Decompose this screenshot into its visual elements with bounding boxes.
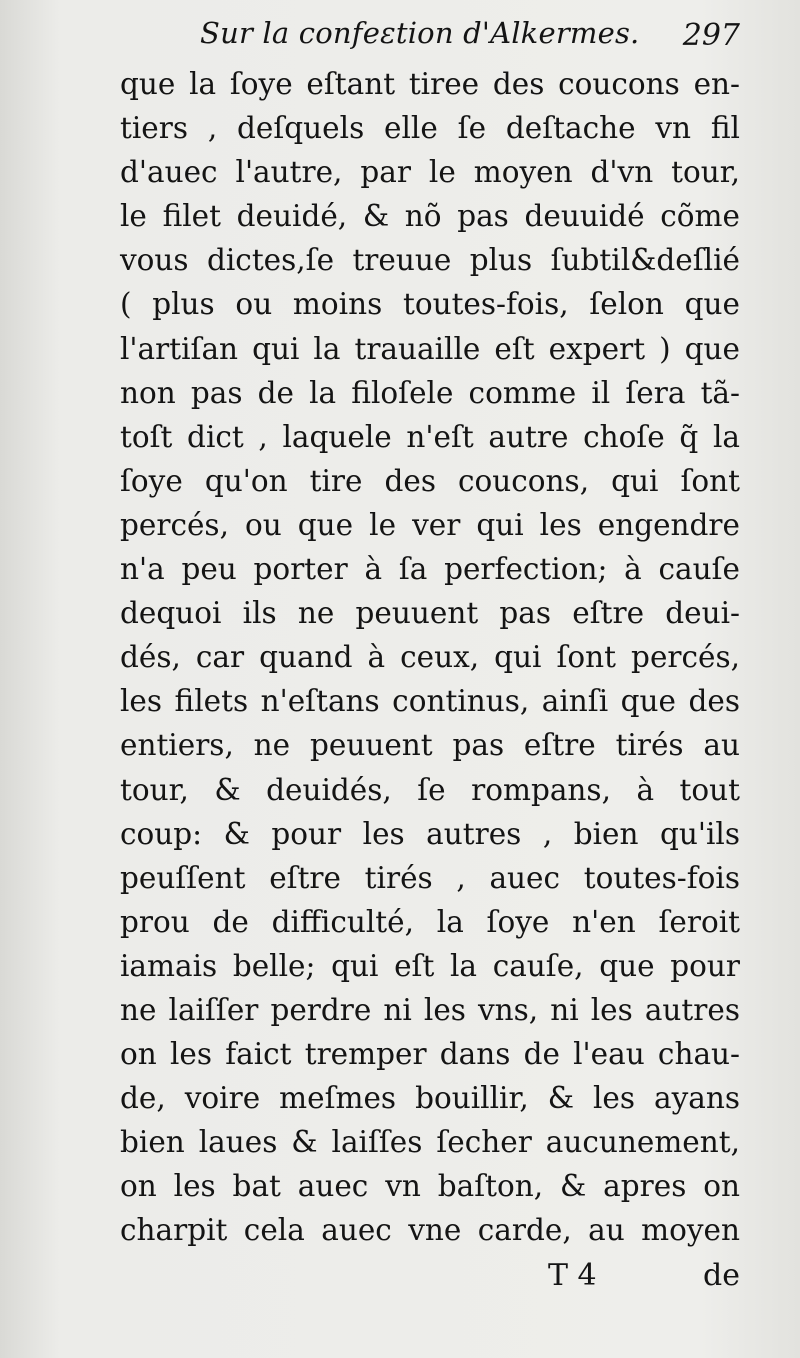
text-line: les filets n'eſtans continus, ainſi que des	[120, 684, 740, 719]
text-line: charpit cela auec vne carde, au moyen	[120, 1213, 740, 1248]
text-line: toſt dict , laquele n'eſt autre choſe q̃ la	[120, 419, 740, 454]
running-head	[200, 16, 740, 60]
text-line: bien laues & laiſſes ſecher aucunement,	[120, 1125, 740, 1160]
text-line: dequoi ils ne peuuent pas eſtre deui-	[120, 596, 740, 631]
page-number: 297	[682, 18, 740, 53]
text-line: dés, car quand à ceux, qui ſont percés,	[120, 640, 740, 675]
text-line: ſoye qu'on tire des coucons, qui ſont	[120, 463, 740, 498]
text-line: percés, ou que le ver qui les engendre	[120, 507, 740, 542]
text-line: le filet deuidé, & nõ pas deuuidé cõme	[120, 199, 740, 234]
text-line: vous dictes,ſe treuue plus ſubtil&deſlié	[120, 243, 740, 278]
text-line: non pas de la filoſele comme il ſera tã-	[120, 375, 740, 410]
text-line: l'artiſan qui la trauaille eſt expert ) que	[120, 331, 740, 366]
text-line: d'auec l'autre, par le moyen d'vn tour,	[120, 155, 740, 190]
text-line: que la ſoye eſtant tiree des coucons en-	[120, 67, 740, 101]
text-line: ( plus ou moins toutes-fois, ſelon que	[120, 287, 740, 322]
text-line: iamais belle; qui eſt la cauſe, que pour	[120, 948, 740, 983]
body-text	[120, 62, 740, 1253]
text-line: tiers , deſquels elle ſe deſtache vn fil	[120, 111, 740, 146]
text-line: prou de difficulté, la ſoye n'en ſeroit	[120, 904, 740, 939]
text-line: ne laiſſer perdre ni les vns, ni les autres	[120, 992, 740, 1027]
text-line: coup: & pour les autres , bien qu'ils	[120, 816, 740, 851]
text-line: peuſſent eſtre tirés , auec toutes-fois	[120, 860, 740, 895]
running-head-title: Sur la confeɛtion d'Alkermes.	[200, 16, 640, 50]
text-line: de, voire meſmes bouillir, & les ayans	[120, 1081, 740, 1116]
text-line: entiers, ne peuuent pas eſtre tirés au	[120, 728, 740, 763]
text-line: on les faict tremper dans de l'eau chau-	[120, 1037, 740, 1072]
catchword: de	[703, 1258, 740, 1293]
text-line: on les bat auec vn baſton, & apres on	[120, 1169, 740, 1204]
page-footer	[120, 1258, 740, 1302]
text-line: tour, & deuidés, ſe rompans, à tout	[120, 772, 740, 807]
signature-mark: T 4	[548, 1258, 597, 1293]
text-line: n'a peu porter à ſa perfection; à cauſe	[120, 552, 740, 587]
